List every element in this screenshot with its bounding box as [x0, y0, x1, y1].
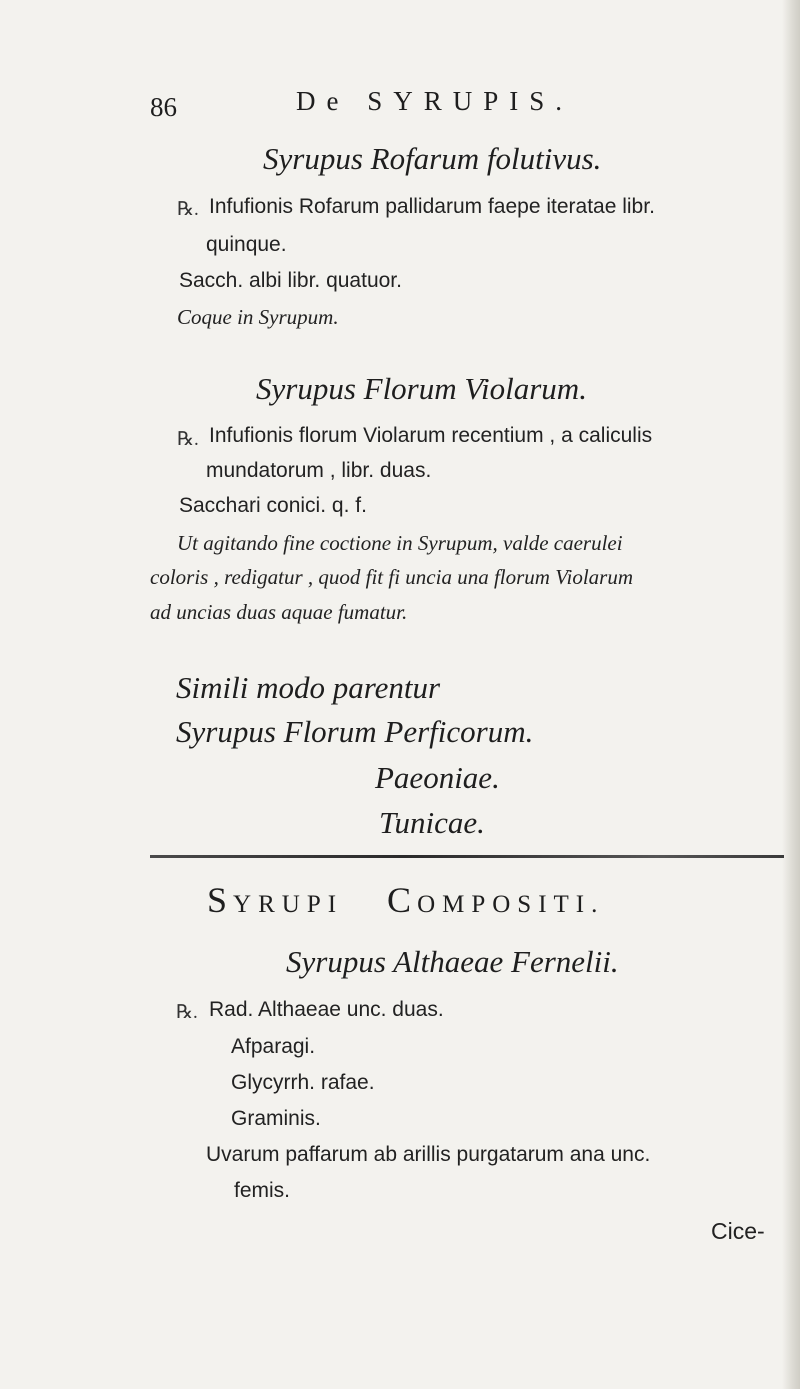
recipe-symbol: ℞. [177, 199, 199, 220]
recipe-line: Uvarum paffarum ab arillis purgatarum ana unc. [206, 1143, 651, 1166]
section-initial: C [387, 880, 418, 920]
recipe-line: Sacch. albi libr. quatuor. [179, 269, 402, 292]
recipe-line: Infufionis florum Violarum recentium , a caliculis [209, 424, 653, 447]
running-title: De SYRUPIS. [296, 86, 574, 116]
section-rule [150, 855, 784, 858]
recipe-symbol: ℞. [176, 1002, 198, 1023]
page-number: 86 [150, 92, 177, 122]
simili-line: Simili modo parentur [176, 670, 441, 705]
recipe-line: Sacchari conici. q. f. [179, 494, 367, 517]
page-edge-shadow [782, 0, 800, 1389]
recipe-line: Glycyrrh. rafae. [231, 1071, 375, 1094]
simili-line: Paeoniae. [375, 760, 500, 795]
recipe-title-althaeae: Syrupus Althaeae Fernelii. [286, 944, 619, 979]
recipe-title-violarum: Syrupus Florum Violarum. [256, 371, 587, 406]
section-heading [207, 879, 604, 921]
recipe-line: femis. [234, 1179, 291, 1202]
section-word: YRUPI [233, 891, 344, 918]
recipe-instruction: Coque in Syrupum. [177, 305, 339, 329]
recipe-line: Afparagi. [231, 1035, 316, 1058]
recipe-line: quinque. [206, 233, 287, 256]
simili-line: Tunicae. [379, 805, 485, 840]
recipe-instruction: coloris , redigatur , quod fit fi uncia una florum Violarum [150, 565, 633, 589]
simili-line: Syrupus Florum Perficorum. [176, 714, 534, 749]
section-initial: S [207, 880, 234, 920]
recipe-line: Graminis. [231, 1107, 321, 1130]
recipe-line: Rad. Althaeae unc. duas. [209, 998, 444, 1021]
section-word: OMPOSITI. [417, 891, 605, 918]
recipe-instruction: Ut agitando fine coctione in Syrupum, valde caerulei [177, 531, 623, 555]
recipe-instruction: ad uncias duas aquae fumatur. [150, 600, 408, 624]
recipe-title-rofarum: Syrupus Rofarum folutivus. [263, 141, 602, 176]
recipe-symbol: ℞. [177, 429, 199, 450]
catchword: Cice- [711, 1218, 765, 1244]
recipe-line: mundatorum , libr. duas. [206, 459, 432, 482]
recipe-line: Infufionis Rofarum pallidarum faepe iteratae libr. [209, 195, 655, 218]
